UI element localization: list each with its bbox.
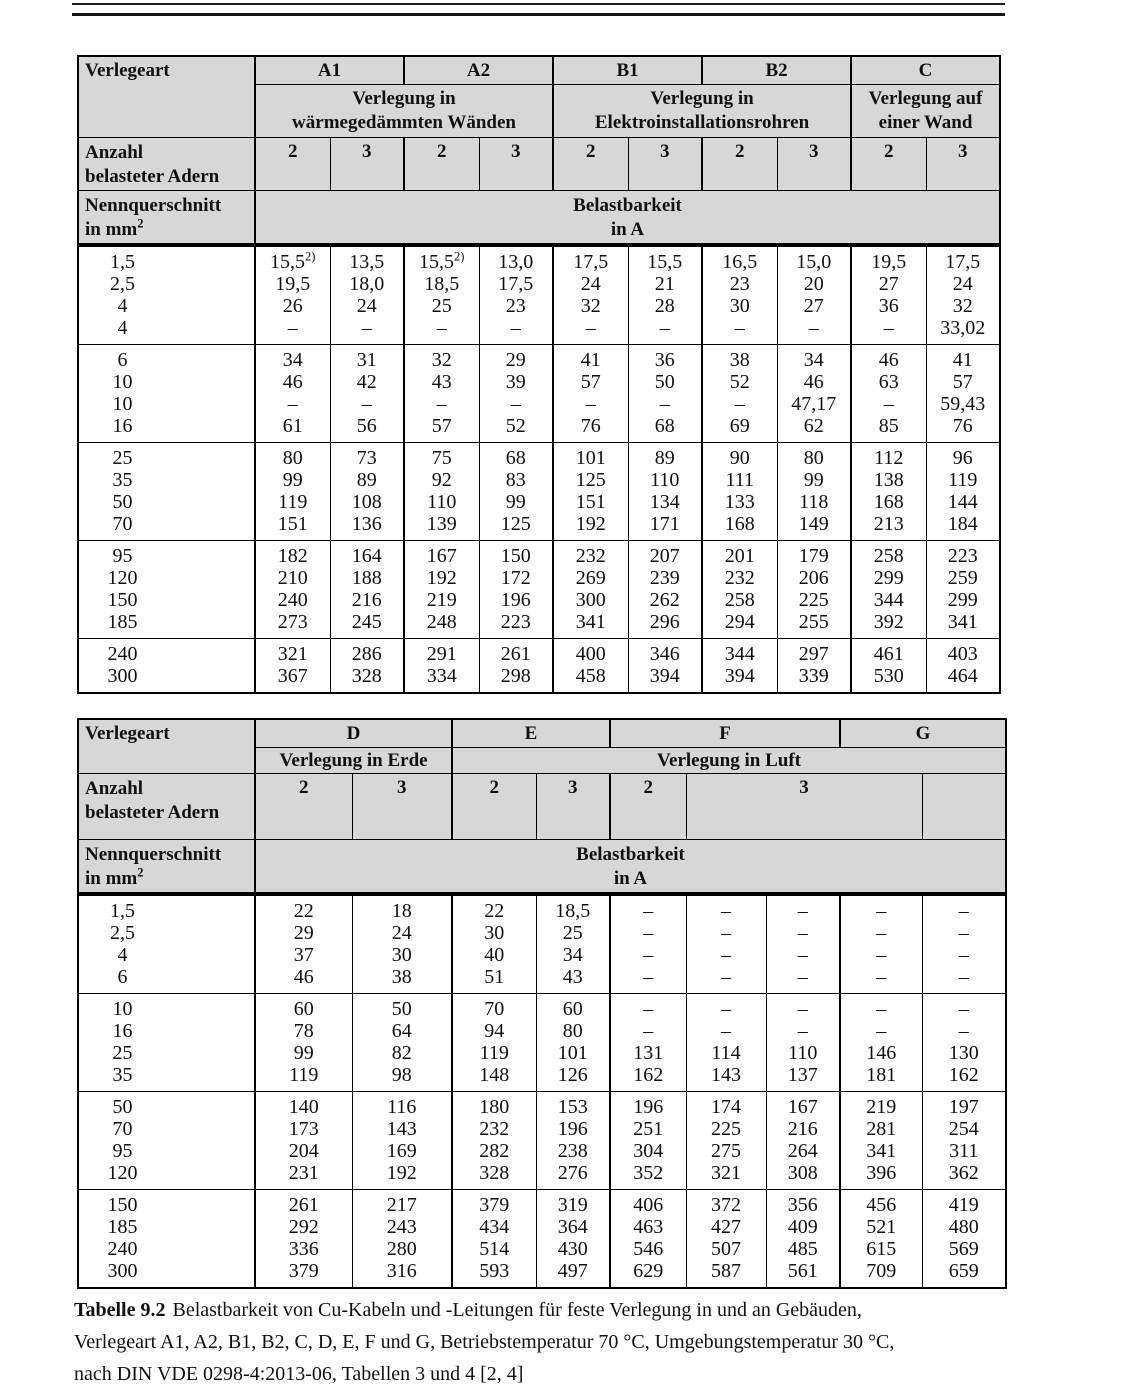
value-cell: 174 225 275 321 xyxy=(686,1092,766,1190)
corner-label: Verlegeart xyxy=(78,719,255,774)
cores-count: 3 xyxy=(777,138,851,191)
size-labels: 6 10 10 16 xyxy=(78,345,255,443)
cross-section-label: Nennquerschnitt in $mm^2$ xyxy=(78,840,255,895)
data-block-row xyxy=(78,541,1000,639)
group-header: F xyxy=(610,719,840,748)
load-capacity-label: Belastbarkeit in A xyxy=(255,840,1006,895)
value-cell: 232 269 300 341 xyxy=(553,541,628,639)
value-cell: 89 110 134 171 xyxy=(628,443,702,541)
table-verlegeart-d-to-g xyxy=(77,718,1007,1289)
cores-count: 2 xyxy=(452,774,536,840)
value-cell: 60 78 99 119 xyxy=(255,994,352,1092)
value-cell: – – 131 162 xyxy=(610,994,686,1092)
value-cell: 291 334 xyxy=(404,639,479,694)
group-header: G xyxy=(840,719,1006,748)
data-block-row xyxy=(78,639,1000,694)
value-cell: 403 464 xyxy=(926,639,1000,694)
value-cell: 217 243 280 316 xyxy=(352,1190,452,1289)
value-cell: 319 364 430 497 xyxy=(536,1190,610,1289)
table-verlegeart-a1-to-c xyxy=(77,55,1001,694)
caption-number: Tabelle 9.2 xyxy=(74,1299,166,1321)
value-cell: 201 232 258 294 xyxy=(702,541,777,639)
value-cell: 17,5 24 32 33,02 xyxy=(926,245,1000,345)
value-cell: – – – – xyxy=(840,894,922,994)
size-labels: 25 35 50 70 xyxy=(78,443,255,541)
value-cell: 18,5 25 34 43 xyxy=(536,894,610,994)
value-cell: 80 99 118 149 xyxy=(777,443,851,541)
value-cell: 50 64 82 98 xyxy=(352,994,452,1092)
value-cell: 400 458 xyxy=(553,639,628,694)
cores-count: 2 xyxy=(702,138,777,191)
data-block-row xyxy=(78,1190,1006,1289)
value-cell: 36 50 – 68 xyxy=(628,345,702,443)
value-cell: 456 521 615 709 xyxy=(840,1190,922,1289)
cores-count: 3 xyxy=(926,138,1000,191)
value-cell: 112 138 168 213 xyxy=(851,443,926,541)
value-cell: 32 43 – 57 xyxy=(404,345,479,443)
method-header: Verlegung in Elektroinstallationsrohren xyxy=(553,85,851,138)
value-cell: 261 298 xyxy=(479,639,553,694)
value-cell: 207 239 262 296 xyxy=(628,541,702,639)
table-caption xyxy=(74,1294,1016,1384)
value-cell: – – 110 137 xyxy=(766,994,840,1092)
size-labels: 10 16 25 35 xyxy=(78,994,255,1092)
value-cell: – – – – xyxy=(766,894,840,994)
value-cell: 261 292 336 379 xyxy=(255,1190,352,1289)
value-cell: 16,5 23 30 – xyxy=(702,245,777,345)
value-cell: – – 146 181 xyxy=(840,994,922,1092)
value-cell: 68 83 99 125 xyxy=(479,443,553,541)
header-row-units xyxy=(78,840,1006,895)
cores-count: 2 xyxy=(851,138,926,191)
header-row-groups xyxy=(78,56,1000,85)
group-header: A1 xyxy=(255,56,404,85)
size-labels: 1,5 2,5 4 6 xyxy=(78,894,255,994)
method-header: Verlegung in wärmegedämmten Wänden xyxy=(255,85,553,138)
cores-count: 2 xyxy=(610,774,686,840)
value-cell: 344 394 xyxy=(702,639,777,694)
value-cell: 223 259 299 341 xyxy=(926,541,1000,639)
cores-count: 2 xyxy=(553,138,628,191)
value-cell: 346 394 xyxy=(628,639,702,694)
value-cell: 13,0 17,5 23 – xyxy=(479,245,553,345)
cores-count: 2 xyxy=(255,138,330,191)
value-cell: 461 530 xyxy=(851,639,926,694)
value-cell: 167 192 219 248 xyxy=(404,541,479,639)
value-cell: 197 254 311 362 xyxy=(922,1092,1006,1190)
value-cell: 196 251 304 352 xyxy=(610,1092,686,1190)
value-cell: 18 24 30 38 xyxy=(352,894,452,994)
value-cell: – – – – xyxy=(686,894,766,994)
value-cell: 182 210 240 273 xyxy=(255,541,330,639)
cores-count: 3 xyxy=(352,774,452,840)
page-top-rule xyxy=(72,3,1005,16)
value-cell: 286 328 xyxy=(330,639,404,694)
value-cell: 356 409 485 561 xyxy=(766,1190,840,1289)
value-cell: 17,5 24 32 – xyxy=(553,245,628,345)
data-block-row xyxy=(78,994,1006,1092)
value-cell: 22 29 37 46 xyxy=(255,894,352,994)
value-cell: 29 39 – 52 xyxy=(479,345,553,443)
value-cell: 19,5 27 36 – xyxy=(851,245,926,345)
cores-count: 3 xyxy=(686,774,922,840)
data-block-row xyxy=(78,345,1000,443)
value-cell: – – – – xyxy=(610,894,686,994)
cores-label: Anzahl belasteter Adern xyxy=(78,138,255,191)
value-cell: 164 188 216 245 xyxy=(330,541,404,639)
cores-count: 3 xyxy=(536,774,610,840)
size-labels: 1,5 2,5 4 4 xyxy=(78,245,255,345)
group-header: E xyxy=(452,719,610,748)
value-cell: 150 172 196 223 xyxy=(479,541,553,639)
load-capacity-label: Belastbarkeit in A xyxy=(255,191,1000,246)
header-row-units xyxy=(78,191,1000,246)
cores-count xyxy=(922,774,1006,840)
header-row-cores xyxy=(78,774,1006,840)
cross-section-label: Nennquerschnitt in $mm^2$ xyxy=(78,191,255,246)
size-labels: 150 185 240 300 xyxy=(78,1190,255,1289)
value-cell: 140 173 204 231 xyxy=(255,1092,352,1190)
value-cell: 15,5 21 28 – xyxy=(628,245,702,345)
data-block-row xyxy=(78,245,1000,345)
group-header: D xyxy=(255,719,452,748)
method-header: Verlegung auf einer Wand xyxy=(851,85,1000,138)
value-cell: 297 339 xyxy=(777,639,851,694)
data-block-row xyxy=(78,443,1000,541)
value-cell: 372 427 507 587 xyxy=(686,1190,766,1289)
data-block-row xyxy=(78,1092,1006,1190)
value-cell: 13,5 18,0 24 – xyxy=(330,245,404,345)
value-cell: 38 52 – 69 xyxy=(702,345,777,443)
value-cell: 34 46 – 61 xyxy=(255,345,330,443)
value-cell: 41 57 59,43 76 xyxy=(926,345,1000,443)
cores-count: 2 xyxy=(404,138,479,191)
value-cell: – – 130 162 xyxy=(922,994,1006,1092)
value-cell: 70 94 119 148 xyxy=(452,994,536,1092)
value-cell: 90 111 133 168 xyxy=(702,443,777,541)
group-header: B2 xyxy=(702,56,851,85)
size-labels: 95 120 150 185 xyxy=(78,541,255,639)
value-cell: 179 206 225 255 xyxy=(777,541,851,639)
value-cell: 101 125 151 192 xyxy=(553,443,628,541)
size-labels: 240 300 xyxy=(78,639,255,694)
value-cell: 167 216 264 308 xyxy=(766,1092,840,1190)
value-cell: 75 92 110 139 xyxy=(404,443,479,541)
cores-count: 3 xyxy=(479,138,553,191)
cores-count: 3 xyxy=(330,138,404,191)
value-cell: 31 42 – 56 xyxy=(330,345,404,443)
value-cell: 116 143 169 192 xyxy=(352,1092,452,1190)
cores-label: Anzahl belasteter Adern xyxy=(78,774,255,840)
value-cell: 41 57 – 76 xyxy=(553,345,628,443)
corner-label: Verlegeart xyxy=(78,56,255,138)
value-cell: – – 114 143 xyxy=(686,994,766,1092)
value-cell: 60 80 101 126 xyxy=(536,994,610,1092)
data-block-row xyxy=(78,894,1006,994)
value-cell: 34 46 47,17 62 xyxy=(777,345,851,443)
value-cell: 379 434 514 593 xyxy=(452,1190,536,1289)
value-cell: 419 480 569 659 xyxy=(922,1190,1006,1289)
value-cell: 46 63 – 85 xyxy=(851,345,926,443)
method-header: Verlegung in Erde xyxy=(255,748,452,774)
header-row-cores xyxy=(78,138,1000,191)
value-cell: 258 299 344 392 xyxy=(851,541,926,639)
group-header: B1 xyxy=(553,56,702,85)
value-cell: 15,0 20 27 – xyxy=(777,245,851,345)
header-row-groups xyxy=(78,719,1006,748)
value-cell: 80 99 119 151 xyxy=(255,443,330,541)
value-cell: 153 196 238 276 xyxy=(536,1092,610,1190)
value-cell: 180 232 282 328 xyxy=(452,1092,536,1190)
value-cell: 22 30 40 51 xyxy=(452,894,536,994)
value-cell: 96 119 144 184 xyxy=(926,443,1000,541)
size-labels: 50 70 95 120 xyxy=(78,1092,255,1190)
value-cell: – – – – xyxy=(922,894,1006,994)
value-cell: 15,5$^{2)}$ 19,5 26 – xyxy=(255,245,330,345)
group-header: A2 xyxy=(404,56,553,85)
method-header: Verlegung in Luft xyxy=(452,748,1006,774)
cores-count: 3 xyxy=(628,138,702,191)
value-cell: 219 281 341 396 xyxy=(840,1092,922,1190)
value-cell: 15,5$^{2)}$ 18,5 25 – xyxy=(404,245,479,345)
value-cell: 321 367 xyxy=(255,639,330,694)
caption-text: Belastbarkeit von Cu-Kabeln und -Leitungen für feste Verlegung in und an Gebäuden, Verlegeart A1, A2, B1, B2, C, D, E, F und G, Betriebstemperatur 70 °C, Umgebungstemperatur 30 °C, nach DIN VDE 0298-4:2013-06, Tabellen 3 und 4 [2, 4] xyxy=(74,1299,895,1384)
value-cell: 406 463 546 629 xyxy=(610,1190,686,1289)
value-cell: 73 89 108 136 xyxy=(330,443,404,541)
cores-count: 2 xyxy=(255,774,352,840)
group-header: C xyxy=(851,56,1000,85)
